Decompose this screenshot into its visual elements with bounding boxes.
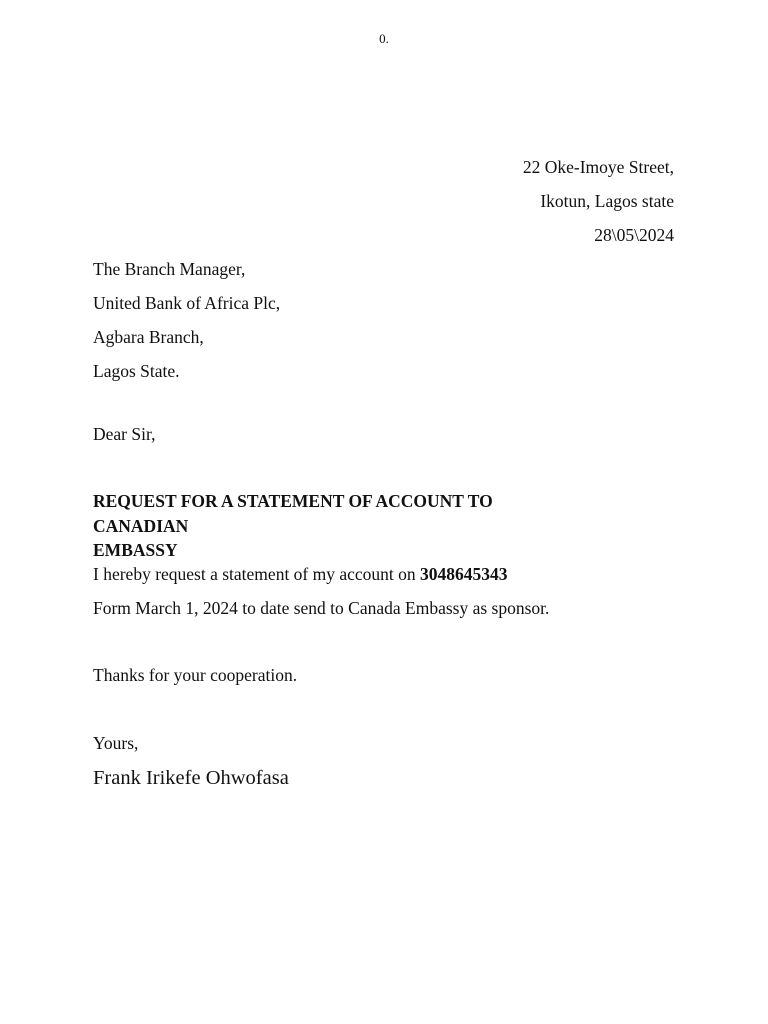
sender-address bbox=[523, 150, 674, 252]
sender-street: 22 Oke-Imoye Street, bbox=[522, 157, 674, 177]
request-prefix: I hereby request a statement of my account on bbox=[93, 564, 421, 584]
recipient-bank: United Bank of Africa Plc, bbox=[93, 293, 281, 313]
recipient-branch: Agbara Branch, bbox=[93, 327, 204, 347]
sender-city: Ikotun, Lagos state bbox=[540, 191, 674, 211]
account-number: 3048645343 bbox=[420, 564, 508, 584]
letter-date: 28\05\2024 bbox=[594, 225, 674, 245]
subject-line-3: EMBASSY bbox=[93, 540, 178, 560]
salutation: Dear Sir, bbox=[93, 424, 156, 444]
thanks-line: Thanks for your cooperation. bbox=[93, 665, 298, 685]
recipient-title: The Branch Manager, bbox=[93, 259, 246, 279]
closing: Yours, bbox=[93, 733, 139, 753]
subject-line-1: REQUEST FOR A STATEMENT OF ACCOUNT TO bbox=[93, 491, 493, 511]
subject-heading bbox=[93, 489, 653, 563]
request-detail: Form March 1, 2024 to date send to Canada Embassy as sponsor. bbox=[93, 598, 550, 618]
subject-line-2: CANADIAN bbox=[93, 515, 189, 536]
recipient-address bbox=[93, 252, 280, 388]
request-sentence bbox=[93, 562, 508, 586]
page-number: 0. bbox=[379, 31, 389, 46]
signature-name: Frank Irikefe Ohwofasa bbox=[93, 767, 289, 789]
recipient-state: Lagos State. bbox=[93, 361, 180, 381]
